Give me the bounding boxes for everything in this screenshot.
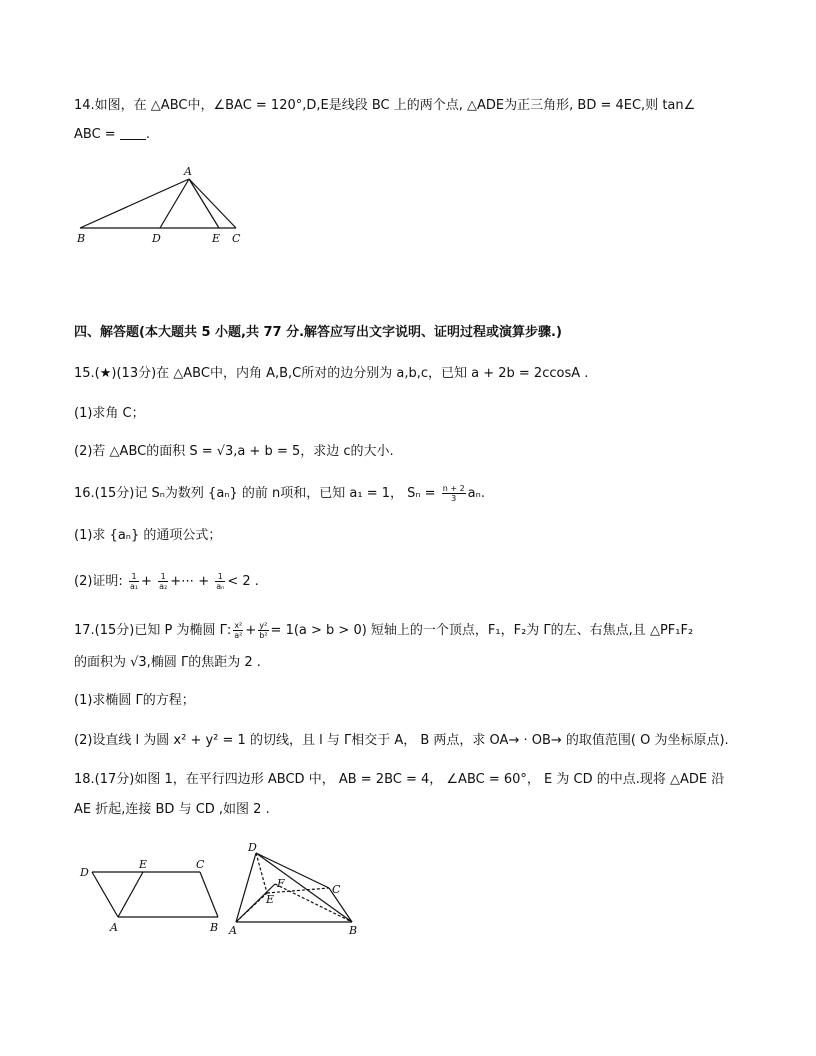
q17-stem (74, 621, 693, 640)
q16-fraction (442, 484, 466, 503)
q16-frac-3 (215, 572, 225, 591)
q16-plus-2: +⋯ + (170, 574, 210, 589)
fig2-label-B: B (349, 924, 358, 937)
q16-f3-den: aₙ (216, 582, 225, 591)
fig1-label-C: C (196, 858, 205, 871)
q14-label-D: D (152, 232, 161, 245)
q14-label-B: B (77, 232, 86, 245)
q14-label-A: A (184, 165, 192, 178)
q17-f1-num: x² (234, 621, 243, 630)
q14-line1: 14.如图，在 △ABC中，∠BAC = 120°,D,E是线段 BC 上的两个点, △ADE为正三角形, BD = 4EC,则 tan∠ (74, 98, 696, 113)
q18-line2: AE 折起,连接 BD 与 CD ,如图 2 . (74, 802, 270, 817)
q17-frac-2 (258, 621, 268, 640)
q16-f1-den: a₁ (129, 582, 139, 591)
fig1-label-D: D (80, 866, 89, 879)
fig2-label-D: D (248, 841, 257, 854)
q17-line2: 的面积为 √3,椭圆 Γ的焦距为 2 . (74, 655, 261, 670)
q14-line2-text: ABC = (74, 127, 120, 142)
q17-f2-den: b² (259, 631, 268, 640)
fig1-label-E: E (139, 858, 148, 871)
q16-stem-end: aₙ. (467, 486, 485, 501)
q17-stem-text: 17.(15分)已知 P 为椭圆 Γ: (74, 623, 232, 638)
q14-label-C: C (232, 232, 241, 245)
q16-f1-num: 1 (129, 572, 139, 582)
section-heading: 四、解答题(本大题共 5 小题,共 77 分.解答应写出文字说明、证明过程或演算步骤.) (74, 325, 562, 340)
fig2-label-A: A (229, 924, 237, 937)
q16-f2-den: a₂ (159, 582, 168, 591)
q16-frac-den: 3 (451, 494, 457, 503)
q18-line1: 18.(17分)如图 1，在平行四边形 ABCD 中， AB = 2BC = 4， ∠ABC = 60°， E 为 CD 的中点.现将 △ADE 沿 (74, 772, 725, 787)
q17-plus: + (245, 623, 257, 638)
q16-frac-1 (129, 572, 139, 591)
q17-part2: (2)设直线 l 为圆 x² + y² = 1 的切线，且 l 与 Γ相交于 A， B 两点，求 OA→ · OB→ 的取值范围( O 为坐标原点). (74, 733, 729, 748)
q16-plus-1: + (141, 574, 152, 589)
q15-part2: (2)若 △ABC的面积 S = √3,a + b = 5，求边 c的大小. (74, 444, 394, 459)
q16-f3-num: 1 (215, 572, 225, 582)
q16-stem-text: 16.(15分)记 Sₙ为数列 {aₙ} 的前 n项和，已知 a₁ = 1， Sₙ = (74, 486, 436, 501)
q17-f2-num: y² (259, 621, 268, 630)
q17-part1: (1)求椭圆 Γ的方程； (74, 693, 195, 708)
q14-line2-end: . (145, 127, 150, 142)
q15-stem: 15.(★)(13分)在 △ABC中，内角 A,B,C所对的边分别为 a,b,c，已知 a + 2b = 2ccosA . (74, 366, 589, 381)
q14-label-E: E (212, 232, 221, 245)
fig1-label-A: A (110, 921, 118, 934)
q16-f2-num: 1 (158, 572, 168, 582)
q16-stem (74, 484, 485, 503)
q15-part1: (1)求角 C； (74, 406, 145, 421)
q16-frac-num: n + 2 (442, 484, 465, 493)
q16-frac-2 (158, 572, 168, 591)
fig1-label-B: B (210, 921, 219, 934)
q16-part2 (74, 572, 259, 591)
q16-part2-text: (2)证明: (74, 574, 123, 589)
q16-part1: (1)求 {aₙ} 的通项公式； (74, 528, 222, 543)
fig2-label-E: E (266, 893, 275, 906)
fig2-label-F: F (277, 877, 285, 890)
q16-part2-end: < 2 . (227, 574, 259, 589)
q17-stem-end: = 1(a > b > 0) 短轴上的一个顶点，F₁，F₂为 Γ的左、右焦点,且 △PF₁F₂ (270, 623, 694, 638)
q17-frac-1 (233, 621, 243, 640)
fig2-label-C: C (332, 883, 341, 896)
q17-f1-den: a² (234, 631, 243, 640)
